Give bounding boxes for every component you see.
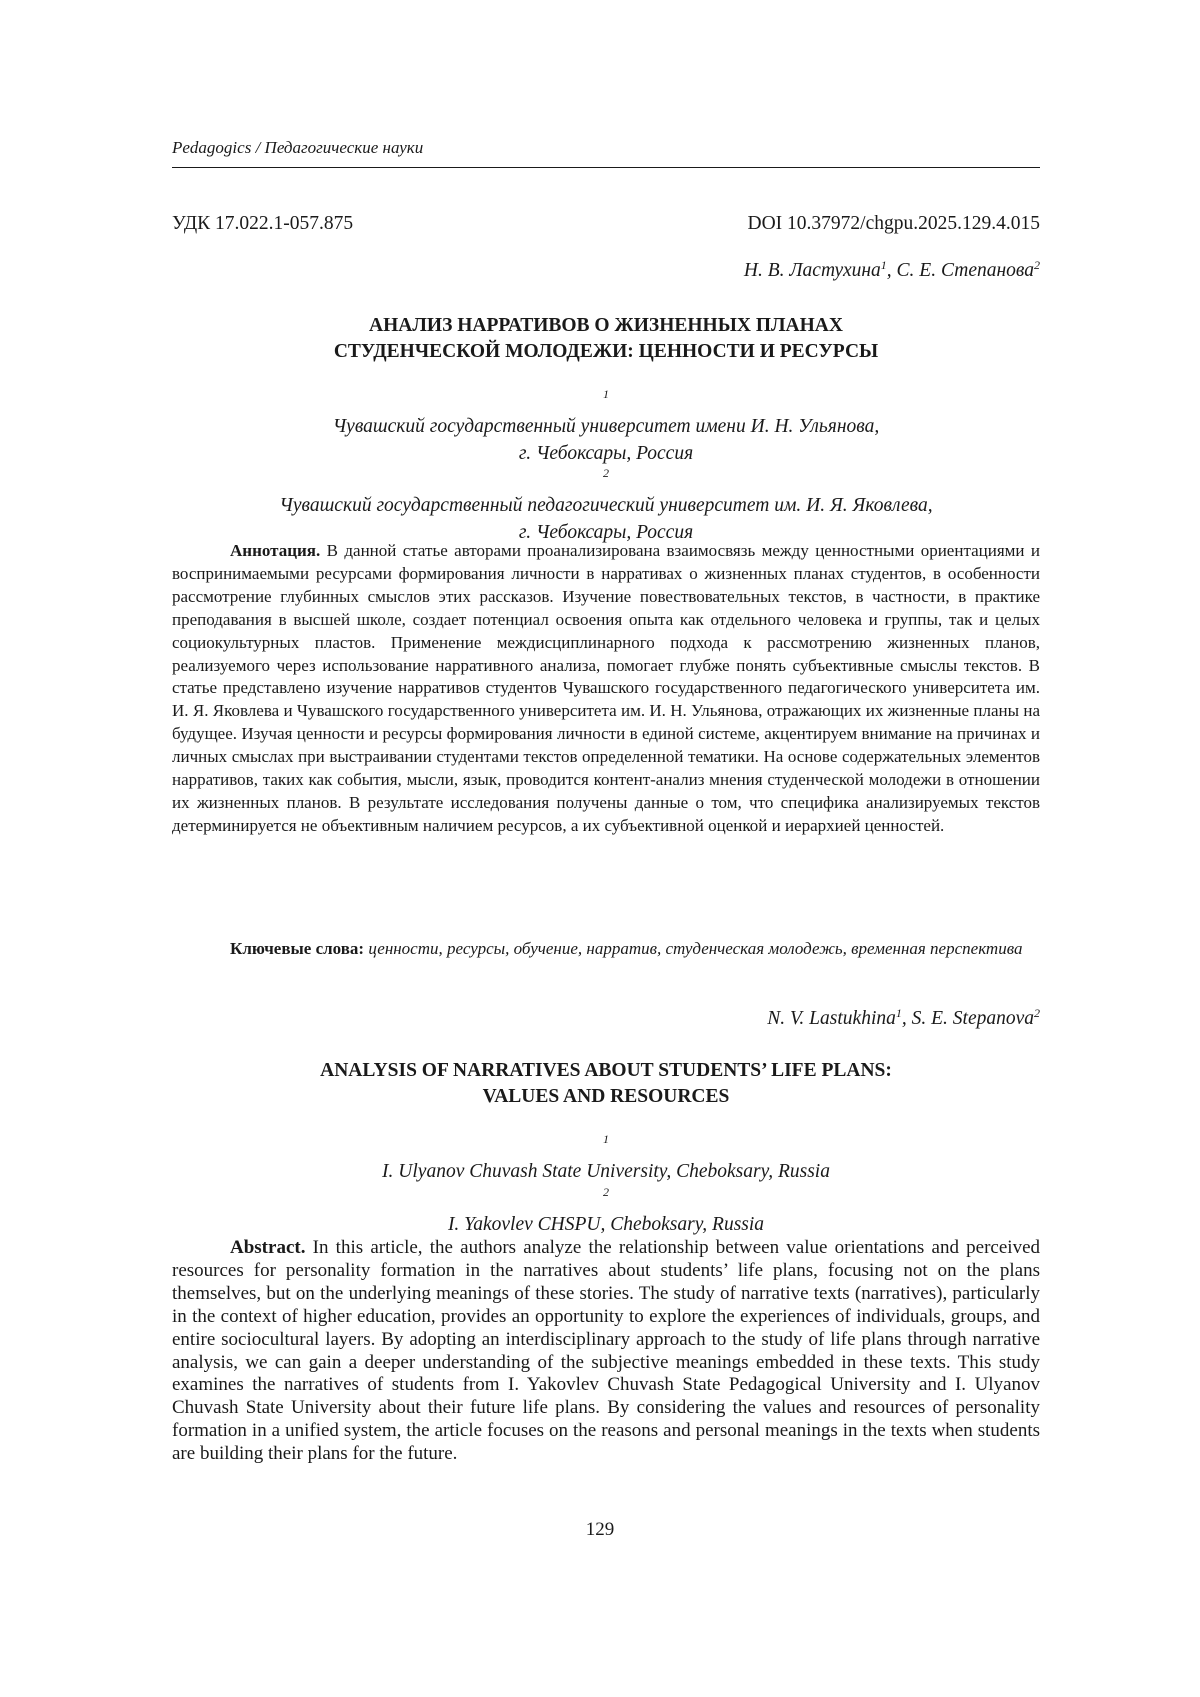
affiliation-text: Чувашский государственный педагогический университет им. И. Я. Яковлева,: [279, 495, 933, 516]
affiliation-ru-2: [172, 465, 1040, 546]
affiliation-ru-1: [172, 386, 1040, 467]
author-separator: ,: [886, 260, 897, 281]
authors-en: [767, 1008, 1040, 1030]
affiliation-mark: 2: [603, 466, 609, 480]
author-2-mark: 2: [1034, 258, 1040, 272]
title-line-1: АНАЛИЗ НАРРАТИВОВ О ЖИЗНЕННЫХ ПЛАНАХ: [369, 315, 843, 336]
authors-ru: [744, 260, 1040, 282]
affiliation-line: [172, 465, 1040, 519]
abstract-label: Аннотация.: [230, 541, 321, 560]
affiliation-line: [172, 1131, 1040, 1185]
affiliation-line: [172, 386, 1040, 440]
article-title-ru: [172, 313, 1040, 365]
page-number: 129: [585, 1519, 615, 1540]
header-rule: [172, 167, 1040, 168]
author-2-name: С. Е. Степанова: [896, 260, 1034, 281]
article-title-en: [172, 1058, 1040, 1110]
abstract-label: Abstract.: [230, 1237, 306, 1258]
title-line-2: VALUES AND RESOURCES: [482, 1086, 730, 1107]
author-1-name: Н. В. Ластухина: [743, 260, 881, 281]
affiliation-text: I. Ulyanov Chuvash State University, Cheboksary, Russia: [382, 1161, 830, 1182]
keywords-label: Ключевые слова:: [230, 939, 365, 958]
affiliation-line: [172, 1184, 1040, 1238]
affiliation-text: Чувашский государственный университет имени И. Н. Ульянова,: [332, 416, 880, 437]
affiliation-text: I. Yakovlev CHSPU, Cheboksary, Russia: [447, 1214, 765, 1235]
affiliation-mark: 1: [603, 387, 609, 401]
title-line-2: СТУДЕНЧЕСКОЙ МОЛОДЕЖИ: ЦЕННОСТИ И РЕСУРСЫ: [333, 341, 879, 362]
author-separator: ,: [901, 1008, 912, 1029]
author-2-name: S. E. Stepanova: [911, 1008, 1034, 1029]
title-line-1: ANALYSIS OF NARRATIVES ABOUT STUDENTS’ LIFE PLANS:: [320, 1060, 892, 1081]
keywords-list: ценности, ресурсы, обучение, нарратив, студенческая молодежь, временная перспектива: [364, 939, 1023, 958]
affiliation-en-2: [172, 1184, 1040, 1238]
doi: DOI 10.37972/chgpu.2025.129.4.015: [747, 213, 1040, 234]
abstract-text: В данной статье авторами проанализирована взаимосвязь между ценностными ориентациями и воспринимаемыми ресурсами формирования личности в нарративах о жизненных планах студентов, в особенности рассмотрение глубинных смыслов этих рассказов. Изучение повествовательных текстов, в частности, в практике преподавания в высшей школе, создает потенциал освоения опыта как отдельного человека и группы, так и целых социокультурных пластов. Применение междисциплинарного подхода к рассмотрению жизненных планов, реализуемого через использование нарративного анализа, помогает глубже понять субъективные смыслы текстов. В статье представлено изучение нарративов студентов Чувашского государственного педагогического университета им. И. Я. Яковлева и Чувашского государственного университета им. И. Н. Ульянова, отражающих их жизненные планы на будущее. Изучая ценности и ресурсы формирования личности в единой системе, акцентируем внимание на причинах и личных смыслах при выстраивании студентами текстов определенной тематики. На основе содержательных элементов нарративов, таких как события, мысли, язык, проводится контент-анализ мнения студенческой молодежи в отношении их жизненных планов. В результате исследования получены данные о том, что специфика анализируемых текстов детерминируется не объективным наличием ресурсов, а их субъективной оценкой и иерархией ценностей.: [172, 541, 1040, 835]
affiliation-city: г. Чебоксары, Россия: [518, 443, 694, 464]
abstract-en: [172, 1237, 1040, 1466]
keywords-ru: [172, 938, 1040, 961]
author-1-mark: 1: [895, 1006, 902, 1020]
author-1-mark: 1: [880, 258, 887, 272]
abstract-text: In this article, the authors analyze the relationship between value orientations and perceived resources for personality formation in the narratives about students’ life plans, focusing not on the plans themselves, but on the underlying meanings of these stories. The study of narrative texts (narratives), particularly in the context of higher education, provides an opportunity to explore the experiences of individuals, groups, and entire sociocultural layers. By adopting an interdisciplinary approach to the study of life plans through narrative analysis, we can gain a deeper understanding of the subjective meanings embedded in these texts. This study examines the narratives of students from I. Yakovlev Chuvash State Pedagogical University and I. Ulyanov Chuvash State University about their future life plans. By considering the values and resources of personality formation in a unified system, the article focuses on the reasons and personal meanings in the texts when students are building their plans for the future.: [172, 1237, 1040, 1465]
affiliation-mark: 1: [603, 1132, 609, 1146]
udk-code: УДК 17.022.1-057.875: [172, 213, 354, 234]
running-head: Pedagogics / Педагогические науки: [172, 138, 424, 157]
affiliation-city: г. Чебоксары, Россия: [518, 522, 694, 543]
affiliation-en-1: [172, 1131, 1040, 1185]
author-1-name: N. V. Lastukhina: [767, 1008, 896, 1029]
author-2-mark: 2: [1034, 1006, 1040, 1020]
abstract-ru: [172, 540, 1040, 838]
affiliation-mark: 2: [603, 1185, 609, 1199]
